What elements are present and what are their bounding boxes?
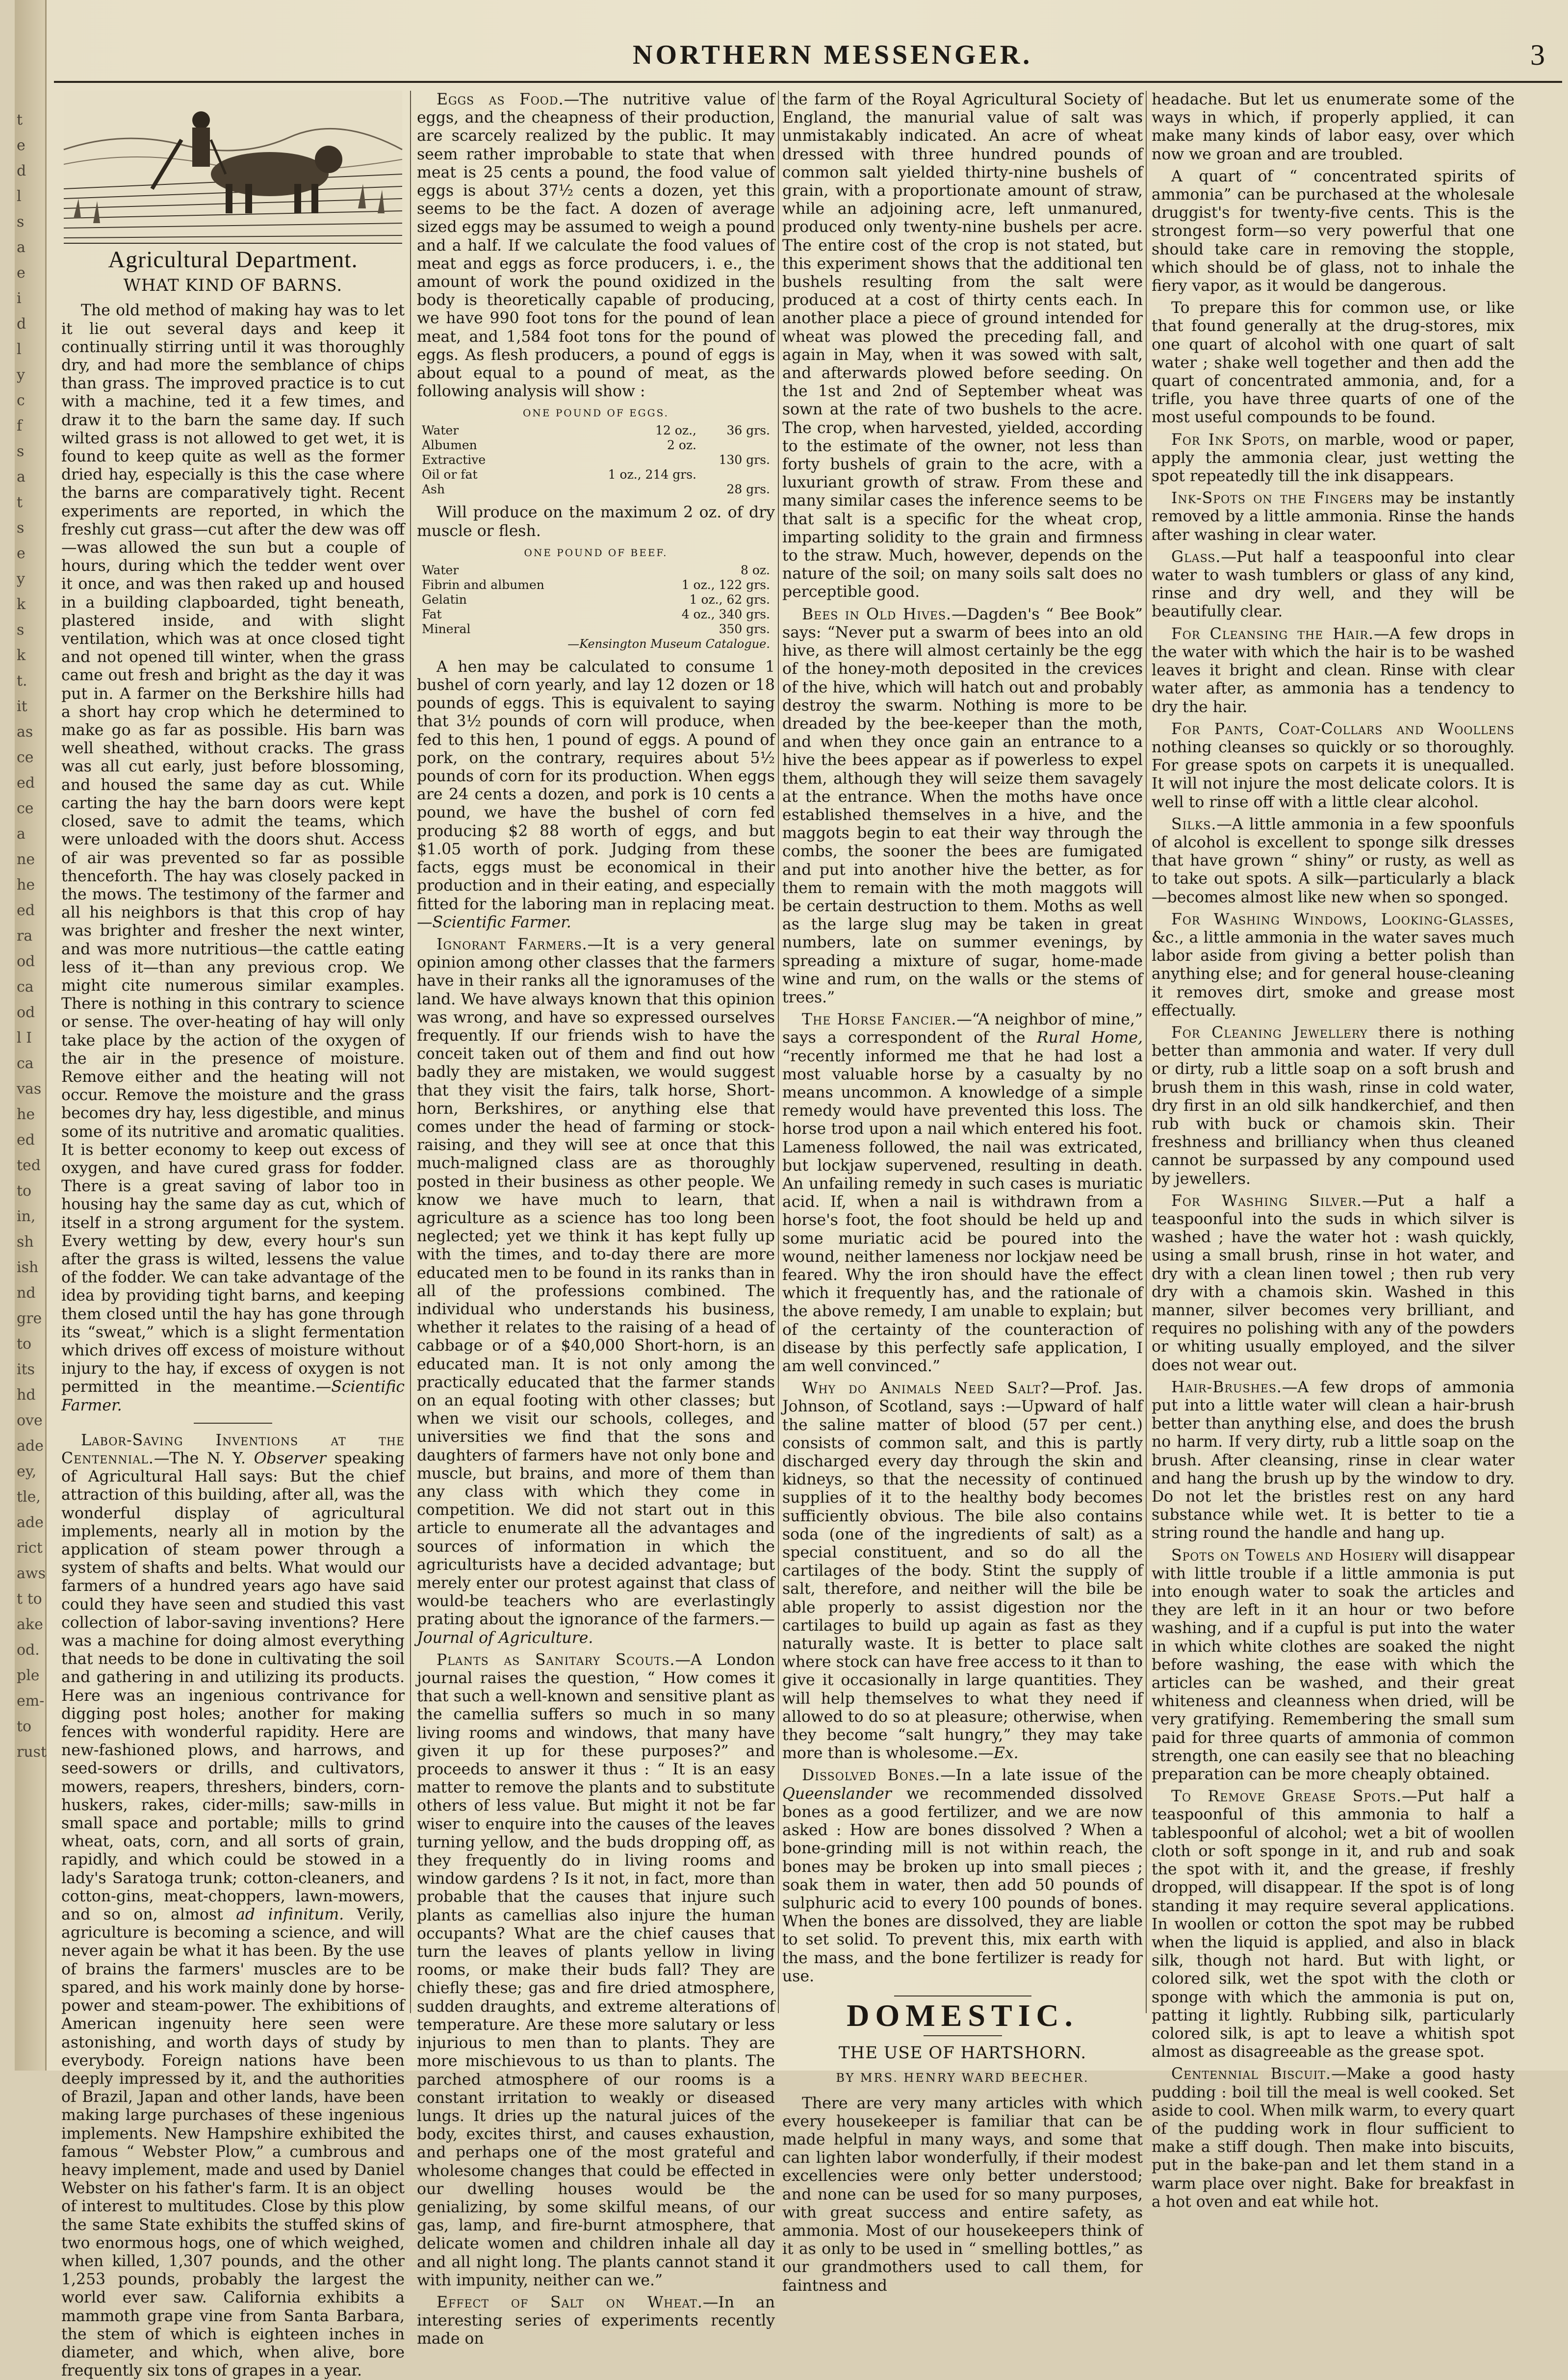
article-text: Queenslander (782, 1785, 892, 1803)
edge-text-fragment: s (17, 621, 25, 639)
table-row (422, 622, 770, 637)
edge-text-fragment: ne (17, 851, 35, 868)
table-value (598, 453, 696, 467)
article-text: —In a late issue of the (940, 1766, 1143, 1785)
article-text: Observer (254, 1450, 326, 1467)
edge-text-fragment: od (17, 953, 35, 970)
table-value: 28 grs. (726, 482, 770, 497)
table-label: Mineral (422, 621, 471, 636)
article-text: —A few drops of ammonia put into a little water will clean a hair-brush better than anything else, and does the brush no harm. If very dirty, rub a little soap on the brush. After cleansing, rinse in clear water and hang the brush up by the window to dry. Do not let the bristles rest on any hard substance while wet. It is better to tie a string round the handle and hang up. (1152, 1378, 1515, 1542)
article-body (1152, 1547, 1515, 1784)
table-value: 8 oz. (740, 563, 770, 577)
article-body (1152, 1788, 1515, 2061)
edge-text-fragment: hd (17, 1386, 36, 1404)
article-body (1152, 1379, 1515, 1543)
column-4 (1152, 91, 1515, 2211)
table-value (696, 467, 770, 482)
adjacent-page-edge (15, 0, 47, 2071)
edge-text-fragment: nd (17, 1284, 36, 1302)
edge-text-fragment: sh (17, 1233, 34, 1251)
edge-text-fragment: d (17, 162, 26, 179)
newspaper-page (15, 0, 1568, 2380)
article-body (782, 1380, 1143, 1763)
column-rule (410, 91, 411, 2013)
farming-engraving-illustration (64, 91, 402, 244)
article-body (782, 1011, 1143, 1376)
edge-text-fragment: e (17, 137, 26, 154)
article-heading: For Washing Windows, Looking-Glasses, (1171, 910, 1515, 928)
edge-text-fragment: gre (17, 1310, 42, 1327)
article-heading: To Remove Grease Spots. (1171, 1788, 1402, 1806)
edge-text-fragment: ake (17, 1616, 43, 1633)
edge-text-fragment: k (17, 647, 26, 664)
article-text: “recently informed me that he had lost a most valuable horse by a casualty by no means uncommon. A knowledge of a simple remedy would have prevented this loss. The horse trod upon a nail which entered his foot. Lameness followed, the nail was extricated, but lockjaw supervened, resulting in death. An unfailing remedy in such cases is muriatic acid. If, when a nail is withdrawn from a horse's foot, the foot should be held up and some muriatic acid be poured into the wound, neither lameness nor lockjaw need be feared. Why the iron should have the effect which it frequently has, and the rationale of the above remedy, I am unable to explain; but of the certainty of the counteraction of disease by this perfectly safe application, I am well convinced.” (782, 1047, 1143, 1376)
edge-text-fragment: a (17, 239, 26, 256)
article-text: —Make a good hasty pudding : boil till the meal is well cooked. Set aside to cool. When milk warm, to every quart of the pudding work in flour sufficient to make a stiff dough. Then make into biscuits, put in the bake-pan and let them stand in a warm place over night. Bake for breakfast in a hot oven and eat while hot. (1152, 2065, 1515, 2211)
article-heading: For Cleansing the Hair. (1171, 625, 1374, 643)
edge-text-fragment: to (17, 1335, 32, 1353)
table-label: Fibrin and albumen (422, 577, 544, 592)
edge-text-fragment: to (17, 1718, 32, 1735)
table-value: 1 oz., 62 grs. (689, 592, 770, 607)
article-title: WHAT KIND OF BARNS. (123, 276, 343, 296)
edge-text-fragment: he (17, 876, 35, 894)
article-heading: Spots on Towels and Hosiery (1171, 1546, 1399, 1564)
article-source: Scientific Farmer. (61, 1378, 405, 1414)
article-text: —A London journal raises the question, “ How comes it that such a well-known and sensitive plant as the camellia suffers so much in so many living rooms and windows, that many have given it up for these purposes?” and proceeds to answer it thus : “ It is an easy matter to remove the plants and to substitute others of less value. But might it not be far wiser to enquire into the causes of the leaves turning yellow, and the buds dropping off, as they frequently do in living rooms and window gardens ? Is it not, in fact, more than probable that the causes that injure such plants as camellias also injure the human occupants? What are the chief causes that turn the leaves of plants yellow in living rooms, or make their buds fall? They are chiefly these; gas and fire dried atmosphere, sudden draughts, and extreme alterations of temperature. Are these more salutary or less injurious to men than to plants. They are more mischievous to us than to plants. The parched atmosphere of our rooms is a constant irritation to weakly or diseased lungs. It dries up the natural juices of the body, excites thirst, and causes exhaustion, and perhaps one of the most grateful and wholesome changes that could be effected in our dwelling houses would be the genializing, by some skilful means, of our gas, lamp, and fire-burnt atmosphere, that delicate women and children inhale all day and all night long. The plants cannot stand it with impunity, neither can we.” (417, 1651, 775, 2289)
table-value (696, 438, 770, 453)
column-rule (1146, 91, 1147, 2013)
table-label: Water (422, 423, 459, 438)
edge-text-fragment: rict (17, 1539, 43, 1557)
edge-text-fragment: ca (17, 978, 34, 996)
article-text: the farm of the Royal Agricultural Society of England, the manurial value of salt was unmistakably indicated. An acre of wheat dressed with three hundred pounds of common salt yielded thirty-nine bushels of grain, with a proportionate amount of straw, while an adjoining acre, left unmanured, produced only twenty-nine bushels per acre. The entire cost of the crop is not stated, but this experiment shows that the additional ten bushels resulting from the salt were produced at a cost of thirty cents each. In another place a piece of ground intended for wheat was plowed the preceding fall, and again in May, when it was sowed with salt, and afterwards plowed before seeding. On the 1st and 2nd of September wheat was sown at the rate of two bushels to the acre. The crop, when harvested, yielded, according to the estimate of the owner, not less than forty bushels of grain to the acre, with a luxuriant growth of straw. From these and many similar cases the inference seems to be that salt is a specific for the wheat crop, imparting solidity to the grain and firmness to the straw. Much, however, depends on the nature of the soil; on many soils salt does no perceptible good. (782, 91, 1143, 601)
table-value: 1 oz., 214 grs. (608, 467, 696, 482)
header-rule (54, 81, 1562, 83)
article-body (61, 302, 405, 1414)
table-row (422, 563, 770, 578)
table-row (422, 607, 770, 622)
edge-text-fragment: as (17, 723, 33, 741)
article-body (1152, 816, 1515, 907)
edge-text-fragment: ade (17, 1437, 44, 1455)
article-heading: Plants as Sanitary Scouts. (437, 1651, 675, 1669)
article-heading: For Pants, Coat-Collars and Woollens (1171, 720, 1515, 738)
article-text: Rural Home, (1036, 1029, 1143, 1047)
article-heading: Glass. (1171, 548, 1221, 566)
table-row (422, 578, 770, 592)
article-heading: The Horse Fancier. (802, 1011, 957, 1029)
edge-text-fragment: ce (17, 749, 34, 766)
article-heading: Why do Animals Need Salt? (802, 1380, 1050, 1398)
article-body (1152, 1024, 1515, 1188)
egg-analysis-table (422, 406, 770, 497)
article-body (1152, 548, 1515, 621)
table-value: 130 grs. (719, 453, 770, 467)
table-label: Albumen (422, 438, 477, 453)
edge-text-fragment: ple (17, 1667, 40, 1684)
edge-text-fragment: y (17, 366, 25, 384)
separator (924, 2035, 1002, 2036)
table-value: 12 oz., (655, 423, 696, 438)
article-text: may be instantly removed by a little ammonia. Rinse the hands after washing in clear water. (1152, 489, 1515, 544)
article-body (1152, 1192, 1515, 1375)
edge-text-fragment: ade (17, 1514, 44, 1531)
article-text: —Put half a teaspoonful into clear water to wash tumblers or glass of any kind, rinse and dry well, and they will be beautifully clear. (1152, 548, 1515, 621)
article-text: Will produce on the maximum 2 oz. of dry muscle or flesh. (417, 504, 775, 540)
edge-text-fragment: aws (17, 1565, 46, 1582)
section-title: DOMESTIC. (847, 1997, 1079, 2033)
table-label: Water (422, 563, 459, 577)
separator (194, 1423, 272, 1424)
table-label: Oil or fat (422, 467, 478, 482)
article-body (417, 2294, 775, 2349)
edge-text-fragment: s (17, 443, 25, 460)
article-text: —The nutritive value of eggs, and the cheapness of their production, are scarcely realized by the public. It may seem rather improbable to state that when meat is 25 cents a pound, the food value of eggs is about 37½ cents a dozen, yet this seems to be the fact. A dozen of average sized eggs may be assumed to weigh a pound and a half. If we calculate the food values of meat and eggs as force producers, i. e., the amount of work the pound oxidized in the body is theoretically capable of producing, we have 990 foot tons for the pound of lean meat, and 1,584 foot tons for the pound of eggs. As flesh producers, a pound of eggs is about equal to a pound of meat, as the following analysis will show : (417, 91, 775, 401)
article-body (782, 2095, 1143, 2295)
table-value: 4 oz., 340 grs. (681, 607, 770, 621)
article-body (782, 1766, 1143, 1985)
article-text: —Dagden's “ Bee Book” says: “Never put a swarm of bees into an old hive, as there will almost certainly be the egg of the honey-moth deposited in the crevices of the hive, which will hatch out and probably destroy the swarm. Nothing is more to be dreaded by the bee-keeper than the moth, and when they once gain an entrance to a hive the bees appear as if powerless to expel them, although they will seize them savagely at the entrance. When the moths have once established themselves in a hive, and the maggots begin to eat their way through the combs, the sooner the bees are fumigated and put into another hive the better, as for them to remain with the moth maggots will be certain destruction to them. Moths as well as the large slug may be taken in great numbers, late on summer evenings, by spreading a mixture of sugar, home-made wine and rum, on the walls or the stems of trees.” (782, 605, 1143, 1006)
edge-text-fragment: od (17, 1004, 35, 1021)
table-row (422, 438, 770, 453)
edge-text-fragment: ce (17, 800, 34, 817)
table-row (422, 482, 770, 497)
article-body (782, 606, 1143, 1007)
edge-text-fragment: rust (17, 1743, 47, 1761)
table-label: Ash (422, 482, 445, 497)
table-label: Fat (422, 607, 442, 621)
article-body (1152, 91, 1515, 164)
edge-text-fragment: d (17, 315, 26, 333)
edge-text-fragment: he (17, 1106, 35, 1123)
table-caption: ONE POUND OF BEEF. (524, 546, 668, 559)
article-text: headache. But let us enumerate some of the ways in which, if properly applied, it can make many kinds of labor easy, over which now we groan and are troubled. (1152, 91, 1515, 163)
edge-text-fragment: i (17, 290, 22, 307)
table-row (422, 453, 770, 467)
article-text: —It is a very general opinion among other classes that the farmers have in their ranks all the ignoramuses of the land. We have always known that this opinion was wrong, and have so expressed ourselves frequently. If our friends wish to have the conceit taken out of them and find out how badly they are mistaken, we would suggest that they visit the fairs, talk horse, Short-horn, Berkshires, or anything else that comes under the head of farming or stock-raising, and they will see at once that this much-maligned class are as thoroughly posted in their business as other people. We know we have much to learn, that agriculture as a science has too long been neglected; yet we think it has kept fully up with the times, and to-day there are more educated men to be found in its ranks than in all of the professions combined. The individual who understands his business, whether it relates to the raising of a head of cabbage or of a $40,000 Short-horn, is an educated man. It is not only among the practically educated that the farmer stands on an equal footing with other classes; but when we visit our schools, colleges, and universities we find that the sons and daughters of farmers have not only bone and muscle, but brains, and more of them than any class with which they come in competition. We did not start out in this article to enumerate all the advantages and sources of information in which the agriculturists have a decided advantage; but merely enter our protest against that class of would-be teachers who are everlastingly prating about the ignorance of the farmers.— (417, 935, 775, 1629)
column-3 (782, 91, 1143, 2295)
edge-text-fragment: s (17, 213, 25, 230)
edge-text-fragment: a (17, 825, 26, 843)
edge-text-fragment: t. (17, 672, 27, 690)
article-source: Journal of Agriculture. (417, 1629, 593, 1647)
article-body (1152, 431, 1515, 486)
table-value: 2 oz. (667, 438, 696, 453)
edge-text-fragment: l (17, 188, 22, 205)
page-header (54, 29, 1565, 74)
edge-text-fragment: ed (17, 1131, 35, 1149)
table-row (422, 592, 770, 607)
edge-text-fragment: t (17, 111, 23, 128)
article-title: THE USE OF HARTSHORN. (838, 2043, 1087, 2063)
edge-text-fragment: a (17, 468, 26, 486)
table-value: 1 oz., 122 grs. (681, 577, 770, 592)
page-number: 3 (1530, 39, 1545, 71)
edge-text-fragment: t to (17, 1590, 42, 1608)
edge-text-fragment: ed (17, 774, 35, 792)
edge-text-fragment: c (17, 392, 25, 409)
article-text: there is nothing better than ammonia and water. If very dull or dirty, rub a little soap on a soft brush and brush them in this wash, rinse in cold water, dry first in an old silk handkerchief, and then rub with buck or chamois skin. Their freshness and brilliancy when thus cleaned cannot be surpassed by any compound used by jewellers. (1152, 1024, 1515, 1188)
article-body (417, 936, 775, 1647)
edge-text-fragment: vas (17, 1080, 42, 1098)
edge-text-fragment: ey, (17, 1463, 37, 1480)
edge-text-fragment: e (17, 264, 26, 282)
column-2 (417, 91, 775, 2348)
table-value (598, 482, 696, 497)
article-text: To prepare this for common use, or like that found generally at the drug-stores, mix one quart of alcohol with one quart of salt water ; shake well together and then add the quart of concentrated ammonia, and, for a trifle, you have three quarts of one of the most useful compounds to be found. (1152, 299, 1515, 427)
article-body (61, 1432, 405, 2380)
edge-text-fragment: to (17, 1182, 32, 1200)
article-body (1152, 299, 1515, 427)
edge-text-fragment: ish (17, 1259, 39, 1276)
article-heading: Eggs as Food. (437, 91, 564, 108)
article-source: Ex. (993, 1744, 1019, 1763)
edge-text-fragment: l I (17, 1029, 32, 1047)
article-body (782, 91, 1143, 602)
article-text: —A few drops in the water with which the hair is to be washed leaves it bright and clean. Rinse with clear water after, as ammonia has a tendency to dry the hair. (1152, 625, 1515, 716)
table-row (422, 423, 770, 438)
article-text: we recommended dissolved bones as a good fertilizer, and we are now asked : How are bones dissolved ? When a bone-grinding mill is not within reach, the bones may be broken up into small pieces ; soak them in water, then add 50 pounds of sulphuric acid to every 100 pounds of bones. When the bones are dissolved, they are liable to set solid. To prevent this, mix earth with the mass, and the bone fertilizer is ready for use. (782, 1785, 1143, 1985)
table-row (422, 467, 770, 482)
article-body (417, 658, 775, 932)
article-body (1152, 911, 1515, 1020)
edge-text-fragment: t (17, 494, 23, 511)
edge-text-fragment: f (17, 417, 23, 435)
edge-text-fragment: s (17, 519, 25, 537)
edge-text-fragment: em- (17, 1692, 45, 1710)
article-text: speaking of Agricultural Hall says: But the chief attraction of this building, after all, was the wonderful display of agricultural implements, nearly all in motion by the application of steam power through a system of shafts and belts. What would our farmers of a hundred years ago have said could they have seen and studied this vast collection of labor-saving inventions? Here was a machine for doing almost everything that needs to be done in cultivating the soil and gathering in and utilizing its products. Here was an ingenious contrivance for digging post holes; another for making fences with wonderful rapidity. Here are new-fashioned plows, and harrows, and seed-sowers or drills, and cultivators, mowers, reapers, threshers, binders, corn-huskers, rakes, cider-mills; saw-mills in small space and portable; mills to grind wheat, oats, corn, and all sorts of grain, rapidly, and which could be stowed in a lady's Saratoga trunk; cotton-cleaners, and cotton-gins, meat-choppers, lawn-mowers, and so on, almost (61, 1450, 405, 1924)
article-byline: BY MRS. HENRY WARD BEECHER. (836, 2071, 1089, 2085)
edge-text-fragment: e (17, 545, 26, 562)
table-value: 350 grs. (719, 621, 770, 636)
edge-text-fragment: ted (17, 1157, 41, 1174)
article-text: The old method of making hay was to let it lie out several days and keep it continually stirring until it was thoroughly dry, and had more the semblance of chips than grass. The improved practice is to cut with a machine, ted it a few times, and draw it to the barn the same day. If such wilted grass is not allowed to get wet, it is found to keep quite as well as the former dried hay, especially is this the case where the barns are comparatively tight. Recent experiments are reported, in which the freshly cut grass—cut after the dew was off—was allowed the sun but a couple of hours, during which the tedder went over it once, and was then raked up and housed in a building clapboarded, tight beneath, plastered inside, and with slight ventilation, which was at once closed tight and not opened till winter, when the grass came out fresh and bright as the day it was put in. A farmer on the Berkshire hills had a short hay crop which he determined to make go as far as possible. His barn was well sheathed, without cracks. The grass was all cut early, just before blossoming, and housed the same day as cut. While carting the hay the barn doors were kept closed, save to admit the teams, which were unloaded with the doors shut. Access of air was prevented so far as possible thenceforth. The hay was closely packed in the mows. The testimony of the farmer and all his neighbors is that this crop of hay was brighter and fresher the next winter, and was more nutritious—the cattle eating less of it—than any previous crop. We might cite numerous similar examples. There is nothing in this contrary to science or sense. The over-heating of hay will only take place by the action of the oxygen of the air in the presence of moisture. Remove either and the heating will not occur. Remove the moisture and the grass becomes dry hay, less digestible, and minus some of its nutritive and aromatic qualities. It is better economy to keep out excess of oxygen, and have cured grass for fodder. There is a great saving of labor too in housing hay the same day as cut, which of itself in a strong argument for the system. Every wetting by dew, every hour's sun after the grass is wilted, lessens the value of the fodder. We can take advantage of the idea by providing tight barns, and keeping them closed until the hay has gone through its “sweat,” which is a slight fermentation which drives off excess of moisture without injury to the hay, if excess of oxygen is not permitted in the meantime.— (61, 302, 405, 1396)
article-text: —The N. Y. (154, 1450, 254, 1467)
article-text: —Put half a teaspoonful of this ammonia to half a tablespoonful of alcohol; wet a bit of woollen cloth or soft sponge in it, and rub and soak the spot with it, and the grease, if freshly dropped, will disappear. If the spot is of long standing it may require several applications. In woollen or cotton the spot may be rubbed when the liquid is applied, and also in black silk, though not hard. But with light, or colored silk, wet the spot with the cloth or sponge with which the ammonia is put on, patting it lightly. Rubbing silk, particularly colored silk, is apt to leave a whitish spot almost as disagreeable as the grease spot. (1152, 1788, 1515, 2061)
article-heading: Silks. (1171, 815, 1217, 833)
table-caption: ONE POUND OF EGGS. (523, 407, 669, 419)
article-text: A hen may be calculated to consume 1 bushel of corn yearly, and lay 12 dozen or 18 pounds of eggs. This is equivalent to saying that 3½ pounds of corn will produce, when fed to this hen, 1 pound of eggs. A pound of pork, on the contrary, requires about 5½ pounds of corn for its production. When eggs are 24 cents a dozen, and pork is 10 cents a pound, we have the bushel of corn fed producing $2 88 worth of eggs, and but $1.05 worth of pork. Judging from these facts, eggs must be economical in their production and in their eating, and especially fitted for the laboring man in replacing meat.— (417, 658, 775, 931)
article-source: Scientific Farmer. (432, 913, 571, 931)
edge-text-fragment: k (17, 596, 26, 613)
article-heading: Ink-Spots on the Fingers (1171, 489, 1374, 508)
article-heading: For Cleaning Jewellery (1171, 1024, 1368, 1042)
article-text: —A little ammonia in a few spoonfuls of alcohol is excellent to sponge silk dresses that have grown “ shiny” or rusty, as well as to take out spots. A silk—particularly a black—becomes almost like new when so sponged. (1152, 815, 1515, 906)
table-label: Gelatin (422, 592, 467, 607)
article-body (1152, 625, 1515, 717)
article-heading: Hair-Brushes. (1171, 1378, 1282, 1396)
table-source: —Kensington Museum Catalogue. (567, 637, 770, 651)
article-text: on marble, wood or paper, apply the ammonia clear, just wetting the spot repeatedly till the ink disappears. (1152, 431, 1515, 486)
article-body (417, 91, 775, 401)
edge-text-fragment: od. (17, 1641, 40, 1659)
edge-text-fragment: in, (17, 1208, 36, 1225)
article-heading: Ignorant Farmers. (437, 935, 588, 953)
article-body (1152, 720, 1515, 812)
article-heading: For Ink Spots, (1171, 431, 1291, 449)
article-heading: Bees in Old Hives. (802, 605, 952, 623)
article-text: &c., a little ammonia in the water saves much labor aside from giving a better polish than anything else; and for general house-cleaning it removes dirt, smoke and grease most effectually. (1152, 928, 1515, 1020)
plowman-engraving (64, 91, 402, 243)
edge-text-fragment: l (17, 341, 22, 358)
edge-text-fragment: ca (17, 1055, 34, 1072)
column-rule (778, 91, 779, 2013)
edge-text-fragment: y (17, 570, 25, 588)
article-body (417, 1651, 775, 2290)
column-1 (61, 91, 405, 2380)
article-text: —“A neighbor of mine,” says a correspondent of the (782, 1011, 1143, 1047)
table-value: 36 grs. (726, 423, 770, 438)
article-heading: Labor-Saving Inventions at the Centennial. (61, 1431, 405, 1467)
article-text: A quart of “ concentrated spirits of ammonia” can be purchased at the wholesale druggist's for twenty-five cents. This is the strongest form—so very powerful that one should take care in removing the stopple, which should be of glass, not to inhale the fiery vapor, as it would be dangerous. (1152, 167, 1515, 295)
article-text: will disappear with little trouble if a little ammonia is put into enough water to soak the articles and they are left in it an hour or two before washing, and if a cupful is put into the water in which white clothes are soaked the night before washing, the ease with which the articles can be washed, and their great whiteness and cleanness when dried, will be very gratifying. Remembering the small sum paid for three quarts of ammonia of common strength, one can easily see that no bleaching preparation can be more cheaply obtained. (1152, 1546, 1515, 1784)
article-heading: Dissolved Bones. (802, 1766, 941, 1785)
beef-analysis-table (422, 545, 770, 651)
edge-text-fragment: ra (17, 927, 33, 945)
article-body (417, 504, 775, 540)
edge-text-fragment: ove (17, 1412, 43, 1429)
department-title: Agricultural Department. (108, 247, 358, 273)
edge-text-fragment: tle, (17, 1488, 41, 1506)
article-text: —Put a half a teaspoonful into the suds in which silver is washed ; have the water hot : wash quickly, using a small brush, rinse in hot water, and dry with a clean linen towel ; then rub very dry with a chamois skin. Washed in this manner, silver becomes very brilliant, and requires no polishing with any of the powders or whiting usually employed, and the silver does not wear out. (1152, 1192, 1515, 1374)
article-heading: For Washing Silver. (1171, 1192, 1362, 1210)
article-text: ad infinitum. (236, 1906, 344, 1924)
article-text: Verily, agriculture is becoming a science, and will never again be what it has been. By the use of brains the farmers' muscles are to be spared, and his work mainly done by horse-power and steam-power. The exhibitions of American ingenuity here seen were astonishing, and worth days of study by everybody. Foreign nations have been deeply impressed by it, and the authorities of Brazil, Japan and other lands, have been making large purchases of these ingenious implements. New Hampshire exhibited the famous “ Webster Plow,” a cumbrous and heavy implement, made and used by Daniel Webster on his father's farm. It is an object of interest to multitudes. Close by this plow the same State exhibits the stuffed skins of two enormous hogs, one of which weighed, when killed, 1,307 pounds, and the other 1,253 pounds, probably the largest the world ever saw. California exhibits a mammoth grape vine from Santa Barbara, the stem of which is eighteen inches in diameter, and which, when alive, bore frequently six tons of grapes in a year. (61, 1906, 405, 2380)
article-text: There are very many articles with which every housekeeper is familiar that can be made helpful in many ways, and some that can lighten labor wonderfully, if their modest excellencies were only better understood; and none can be used for so many purposes, with great success and entire safety, as ammonia. Most of our housekeepers think of it as only to be used in “ smelling bottles,” as our grandmothers used to call them, for faintness and (782, 2094, 1143, 2295)
article-body (1152, 2065, 1515, 2211)
table-label: Extractive (422, 453, 486, 467)
masthead-title: NORTHERN MESSENGER. (633, 40, 1033, 70)
article-heading: Centennial Biscuit. (1171, 2065, 1332, 2083)
edge-text-fragment: it (17, 698, 27, 715)
article-heading: Effect of Salt on Wheat. (437, 2293, 703, 2311)
article-text: —In an interesting series of experiments recently made on (417, 2293, 775, 2348)
edge-text-fragment: ed (17, 902, 35, 919)
article-text: —Prof. Jas. Johnson, of Scotland, says :—Upward of half the saline matter of blood (57 per cent.) consists of common salt, and this is partly discharged every day through the skin and kidneys, so that the necessity of continued supplies of it to the healthy body becomes sufficiently obvious. The bile also contains soda (one of the ingredients of salt) as a special constituent, and so do all the cartilages of the body. Stint the supply of salt, therefore, and neither will the bile be able properly to assist digestion nor the cartilages to build up again as fast as they naturally waste. It is better to place salt where stock can have free access to it than to give it occasionally in large quantities. They will help themselves to what they need if allowed to do so at pleasure; otherwise, when they become “salt hungry,” they may take more than is wholesome.— (782, 1380, 1143, 1763)
edge-text-fragment: its (17, 1361, 35, 1378)
article-body (1152, 168, 1515, 295)
article-text: nothing cleanses so quickly or so thoroughly. For grease spots on carpets it is unequalled. It will not injure the most delicate colors. It is well to rinse off with a little clear alcohol. (1152, 738, 1515, 811)
article-body (1152, 489, 1515, 544)
